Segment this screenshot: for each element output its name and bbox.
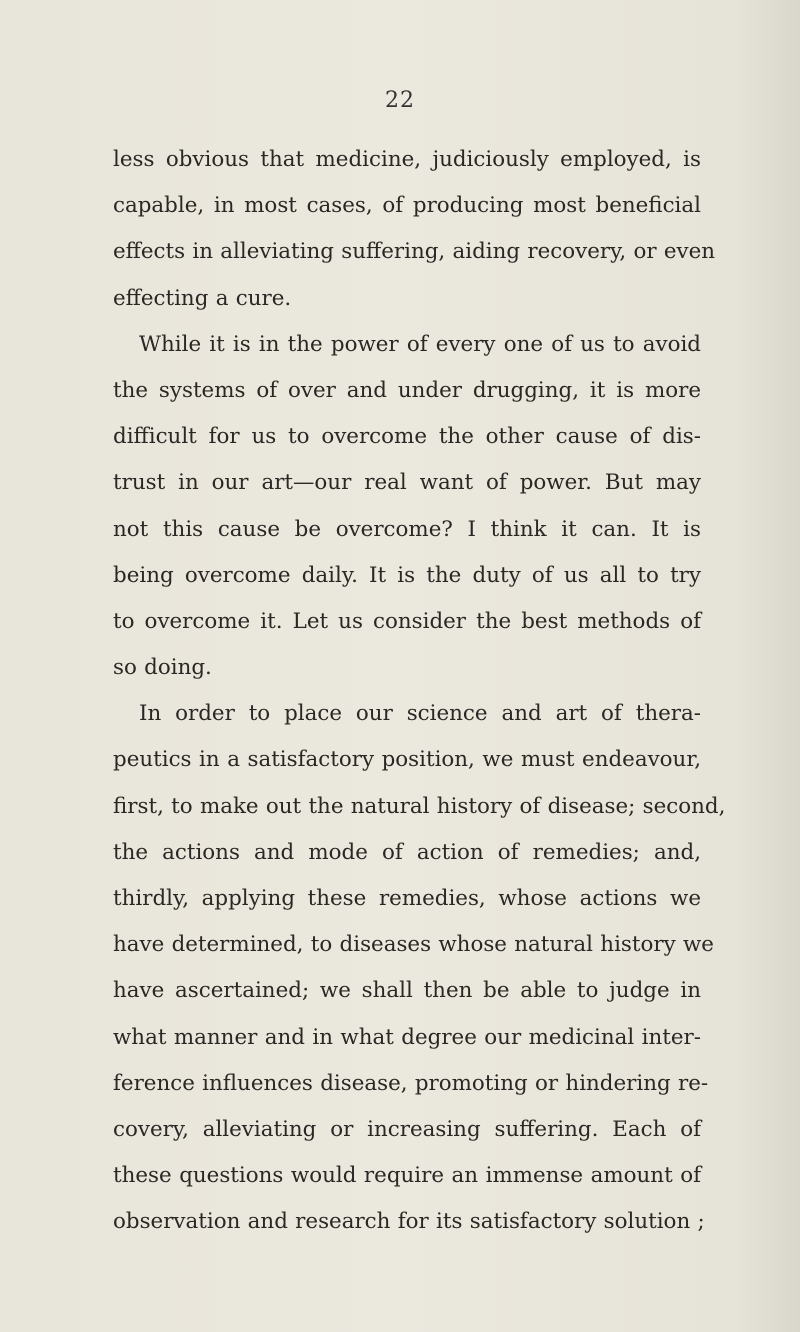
text-line: first, to make out the natural history of disease; second, xyxy=(113,793,726,819)
text-line: less obvious that medicine, judiciously employed, is xyxy=(113,147,701,172)
text-line: the actions and mode of action of remedies; and, xyxy=(113,839,701,865)
text-line: effecting a cure. xyxy=(113,285,292,311)
text-line: capable, in most cases, of producing most beneficial xyxy=(113,193,701,219)
text-line: ference influences disease, promoting or hindering re- xyxy=(113,1070,709,1096)
text-line: effects in alleviating suffering, aiding recovery, or even xyxy=(113,239,716,265)
text-line: so doing. xyxy=(113,655,212,681)
text-line: trust in our art—our real want of power. But may xyxy=(113,470,701,496)
text-line: covery, alleviating or increasing suffering. Each of xyxy=(113,1116,701,1142)
text-line: While it is in the power of every one of us to avoid xyxy=(139,331,701,357)
text-line: observation and research for its satisfactory solution ; xyxy=(113,1209,705,1235)
page-number: 22 xyxy=(385,88,415,113)
text-line: not this cause be overcome? I think it can. It is xyxy=(113,516,701,542)
text-line: to overcome it. Let us consider the best methods of xyxy=(113,608,701,634)
text-line: In order to place our science and art of thera- xyxy=(139,701,701,727)
text-line: difficult for us to overcome the other cause of dis- xyxy=(113,424,701,450)
text-line: being overcome daily. It is the duty of us all to try xyxy=(113,562,701,588)
text-line: peutics in a satisfactory position, we must endeavour, xyxy=(113,747,701,773)
text-line: these questions would require an immense amount of xyxy=(113,1163,701,1189)
text-line: thirdly, applying these remedies, whose actions we xyxy=(113,886,701,911)
text-line: the systems of over and under drugging, it is more xyxy=(113,377,701,403)
text-line: have ascertained; we shall then be able to judge in xyxy=(113,978,701,1004)
text-line: have determined, to diseases whose natural history we xyxy=(113,932,714,958)
text-line: what manner and in what degree our medicinal inter- xyxy=(113,1024,701,1050)
body-text xyxy=(113,137,726,1246)
